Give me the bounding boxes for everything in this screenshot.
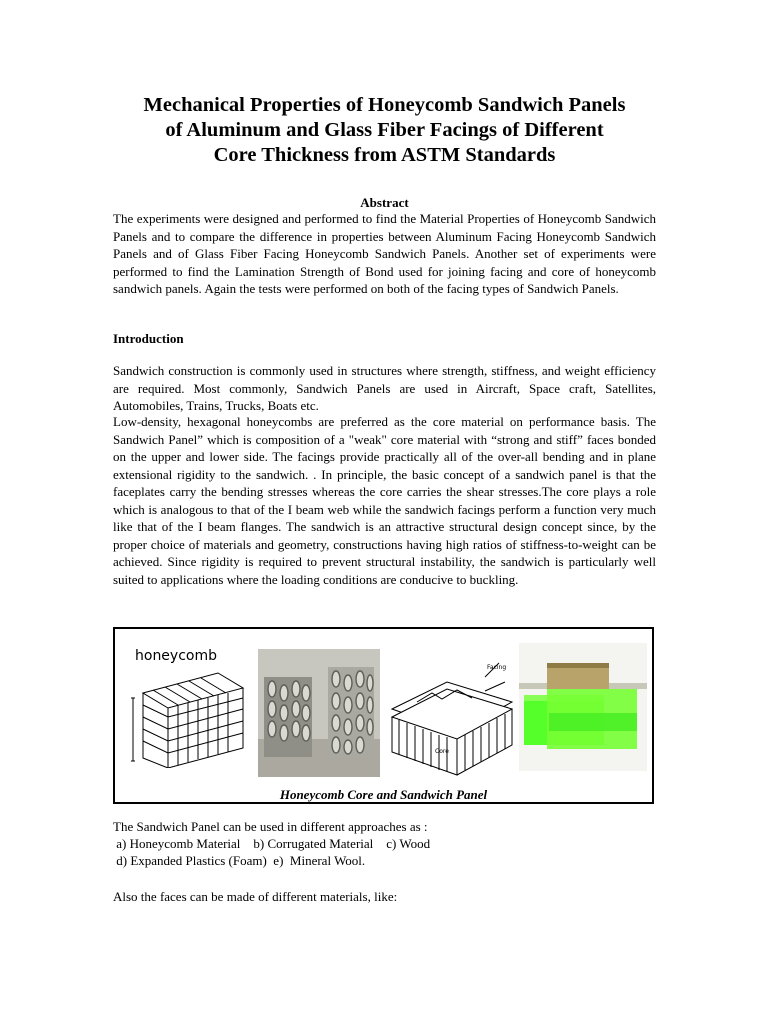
title-line-1: Mechanical Properties of Honeycomb Sandwich Panels bbox=[143, 94, 626, 116]
faces-materials-text: Also the faces can be made of different materials, like: bbox=[113, 889, 398, 904]
abstract-heading: Abstract bbox=[360, 195, 409, 210]
figure-caption: Honeycomb Core and Sandwich Panel bbox=[279, 787, 488, 802]
approaches-list-line-2: d) Expanded Plastics (Foam) e) Mineral Wool. bbox=[113, 853, 366, 868]
title-line-2: of Aluminum and Glass Fiber Facings of Different bbox=[165, 119, 604, 141]
sandwich-panel-photo bbox=[519, 643, 647, 771]
core-label: Core bbox=[435, 748, 449, 755]
introduction-paragraph-2: Low-density, hexagonal honeycombs are preferred as the core material on performance basis. The Sandwich Panel” which is composition of a "weak" core material with “strong and stiff” faces bonded on the upper and lower side. The facings provide practically all of the over-all bending and in plane extensional rigidity to the sandwich. . In principle, the basic concept of a sandwich panel is that the faceplates carry the bending stresses whereas the core carries the shear stresses.The core plays a role which is analogous to that of the I beam web while the sandwich facings perform a function very much like that of the I beam flanges. The sandwich is an attractive structural design concept since, by the proper choice of materials and geometry, constructions having high ratios of stiffness-to-weight can be achieved. Since rigidity is required to prevent structural instability, the sandwich is particularly well suited to applications where the loading conditions are conducive to buckling. bbox=[113, 414, 656, 587]
aluminum-honeycomb-photo bbox=[258, 649, 380, 777]
sandwich-panel-drawing bbox=[387, 657, 515, 777]
honeycomb-drawing-label: honeycomb bbox=[135, 648, 217, 664]
honeycomb-drawing bbox=[123, 643, 253, 768]
figure-box bbox=[113, 627, 654, 804]
paper-title bbox=[113, 93, 656, 168]
title-line-3: Core Thickness from ASTM Standards bbox=[213, 144, 556, 166]
facing-label: Facing bbox=[487, 664, 507, 671]
abstract-text: The experiments were designed and performed to find the Material Properties of Honeycomb Sandwich Panels and to compare the difference in properties between Aluminum Facing Honeycomb Sandwich Panels and of Glass Fiber Facing Honeycomb Sandwich Panels. Another set of experiments were performed to find the Lamination Strength of Bond used for joining facing and core of honeycomb sandwich panels. Again the tests were performed on both of the facing types of Sandwich Panels. bbox=[113, 211, 656, 296]
approaches-intro: The Sandwich Panel can be used in different approaches as : bbox=[113, 819, 428, 834]
introduction-heading: Introduction bbox=[113, 331, 184, 346]
introduction-paragraph-1: Sandwich construction is commonly used in structures where strength, stiffness, and weight efficiency are required. Most commonly, Sandwich Panels are used in Aircraft, Space craft, Satellites, Automobiles, Trains, Trucks, Boats etc. bbox=[113, 363, 656, 413]
approaches-list-line-1: a) Honeycomb Material b) Corrugated Material c) Wood bbox=[113, 836, 431, 851]
